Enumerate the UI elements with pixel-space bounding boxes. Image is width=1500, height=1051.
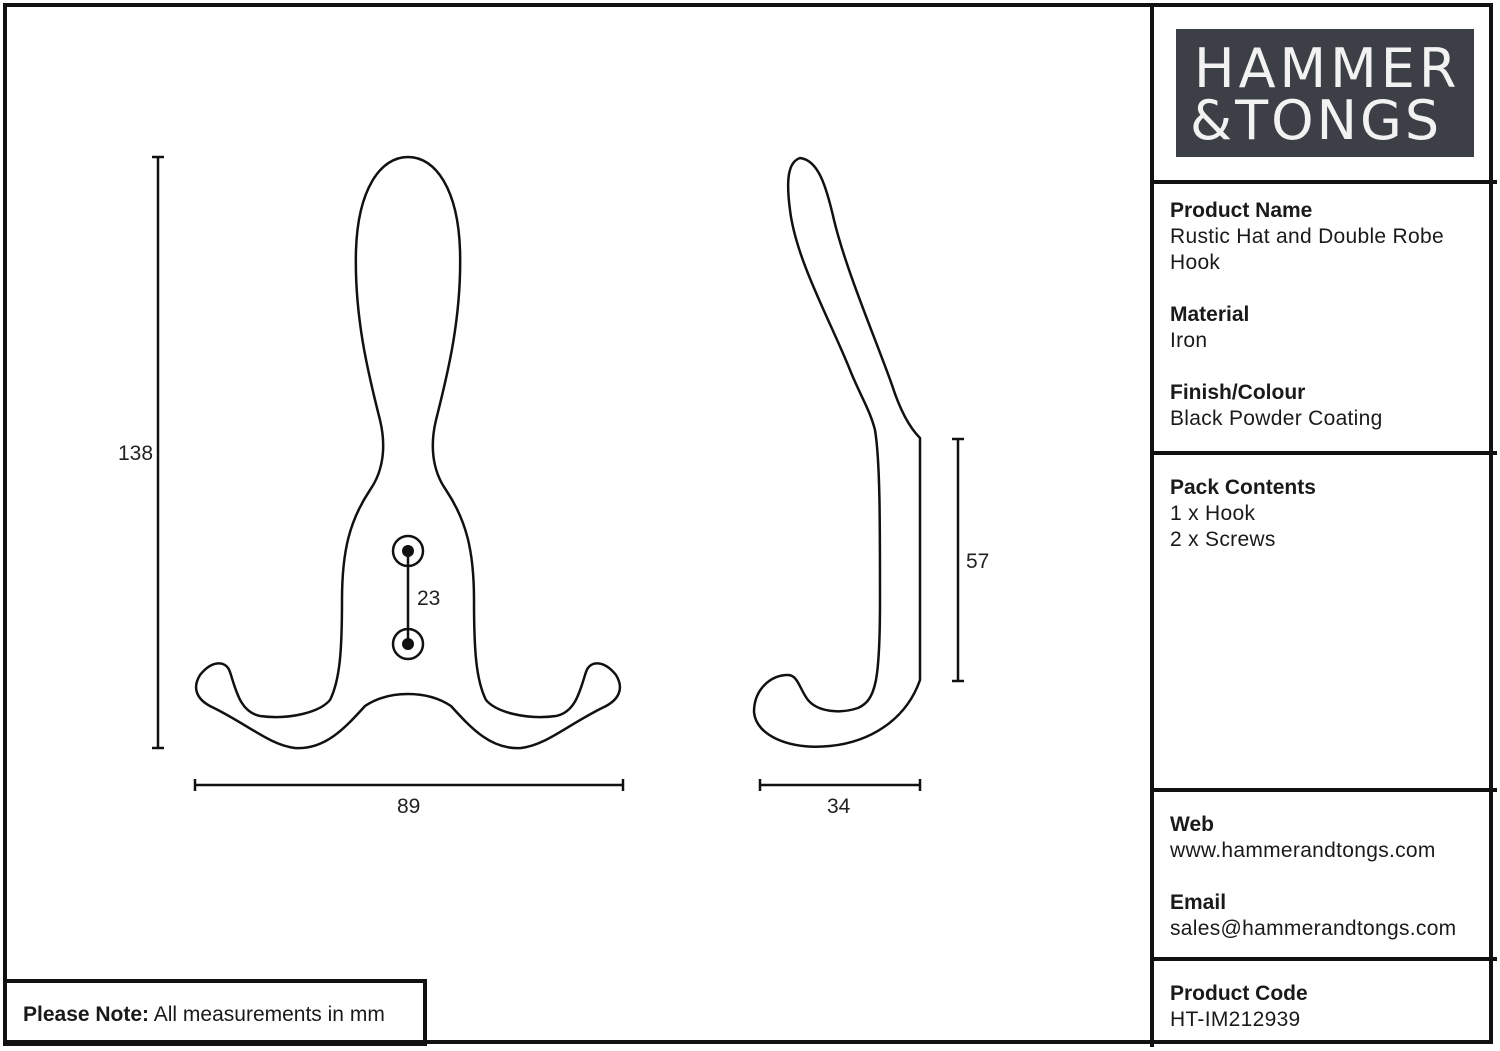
pack-item-screws: 2 x Screws [1170, 528, 1276, 551]
product-code-label: Product Code [1170, 982, 1308, 1005]
height-dimension: 138 [118, 442, 154, 465]
contact-panel [1150, 788, 1497, 960]
note-text: All measurements in mm [153, 1003, 385, 1026]
email-link[interactable]: sales@hammerandtongs.com [1170, 917, 1457, 940]
measurement-note [3, 979, 427, 1046]
depth-dimension: 34 [827, 795, 851, 818]
material-label: Material [1170, 303, 1250, 326]
material-value: Iron [1170, 329, 1208, 352]
finish-label: Finish/Colour [1170, 381, 1306, 404]
hook-length-dimension: 57 [966, 550, 990, 573]
web-link[interactable]: www.hammerandtongs.com [1170, 839, 1436, 862]
product-code-panel [1150, 957, 1497, 1047]
side-view-outline [754, 158, 920, 747]
product-name-value: Rustic Hat and Double Robe Hook [1170, 225, 1444, 274]
email-label: Email [1170, 891, 1227, 914]
note-label: Please Note: [23, 1003, 150, 1026]
finish-value: Black Powder Coating [1170, 407, 1383, 430]
width-dimension: 89 [397, 795, 421, 818]
product-name-label: Product Name [1170, 199, 1313, 222]
logo-area [1150, 3, 1497, 183]
product-info-panel [1150, 180, 1497, 454]
brand-logo [1176, 29, 1474, 157]
logo-line-2: &TONGS [1190, 89, 1443, 152]
pack-contents-panel [1150, 451, 1497, 791]
pack-contents-label: Pack Contents [1170, 476, 1316, 499]
web-label: Web [1170, 813, 1214, 836]
product-code-value: HT-IM212939 [1170, 1008, 1301, 1031]
logo-line-1: HAMMER [1194, 37, 1461, 100]
pack-item-hook: 1 x Hook [1170, 502, 1256, 525]
hole-spacing-dimension: 23 [417, 587, 441, 610]
